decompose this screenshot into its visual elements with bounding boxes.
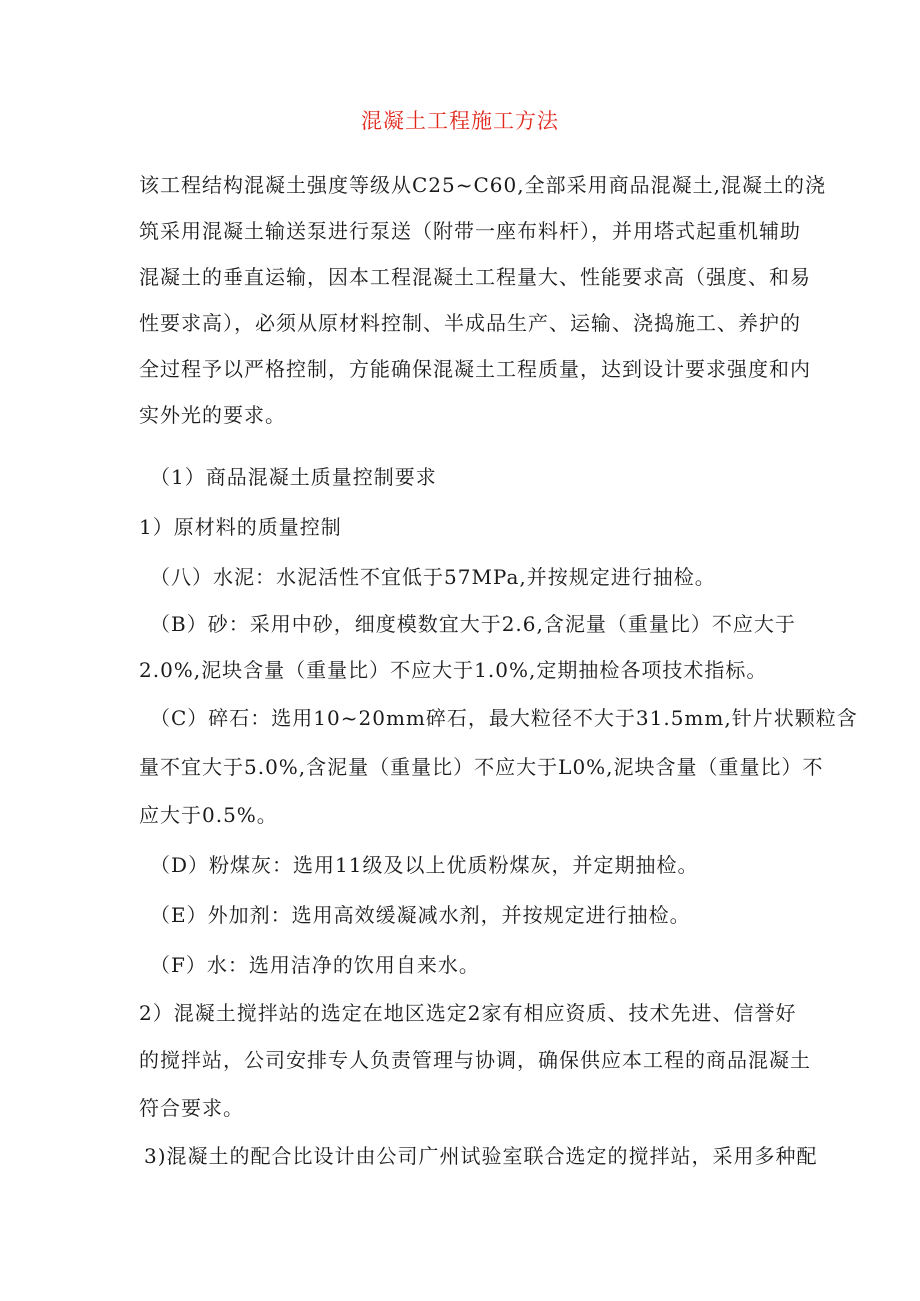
document-title: 混凝土工程施工方法 [361, 109, 559, 133]
list-item: （B）砂：采用中砂，细度模数宜大于2.6,含泥量（重量比）不应大于 [150, 612, 796, 636]
paragraph-line: 符合要求。 [139, 1096, 244, 1120]
list-item: （F）水：选用洁净的饮用自来水。 [150, 953, 480, 977]
paragraph-line: 混凝土的垂直运输，因本工程混凝土工程量大、性能要求高（强度、和易 [139, 265, 811, 289]
subsection-heading: 1）原材料的质量控制 [139, 515, 342, 539]
paragraph-line: 该工程结构混凝土强度等级从C25~C60,全部采用商品混凝土,混凝土的浇 [139, 173, 826, 197]
list-item-continuation: 应大于0.5%。 [139, 803, 278, 827]
paragraph-line: 筑采用混凝土输送泵进行泵送（附带一座布料杆），并用塔式起重机辅助 [139, 219, 801, 243]
paragraph-line: 实外光的要求。 [139, 403, 286, 427]
paragraph-line: 的搅拌站，公司安排专人负责管理与协调，确保供应本工程的商品混凝土 [139, 1048, 811, 1072]
subsection-heading: 3)混凝土的配合比设计由公司广州试验室联合选定的搅拌站，采用多种配 [144, 1144, 818, 1168]
paragraph-line: 全过程予以严格控制，方能确保混凝土工程质量，达到设计要求强度和内 [139, 357, 811, 381]
paragraph-line: 性要求高），必须从原材料控制、半成品生产、运输、浇捣施工、养护的 [139, 311, 801, 335]
list-item-continuation: 2.0%,泥块含量（重量比）不应大于1.0%,定期抽检各项技术指标。 [139, 658, 768, 682]
subsection-heading: 2）混凝土搅拌站的选定在地区选定2家有相应资质、技术先进、信誉好 [139, 1001, 797, 1025]
list-item-continuation: 量不宜大于5.0%,含泥量（重量比）不应大于L0%,泥块含量（重量比）不 [139, 755, 824, 779]
list-item: （八）水泥：水泥活性不宜低于57MPa,并按规定进行抽检。 [150, 565, 716, 589]
section-heading: （1）商品混凝土质量控制要求 [150, 465, 437, 489]
list-item: （E）外加剂：选用高效缓凝减水剂，并按规定进行抽检。 [150, 903, 691, 927]
list-item: （C）碎石：选用10~20mm碎石，最大粒径不大于31.5mm,针片状颗粒含 [150, 706, 858, 730]
list-item: （D）粉煤灰：选用11级及以上优质粉煤灰，并定期抽检。 [150, 853, 699, 877]
